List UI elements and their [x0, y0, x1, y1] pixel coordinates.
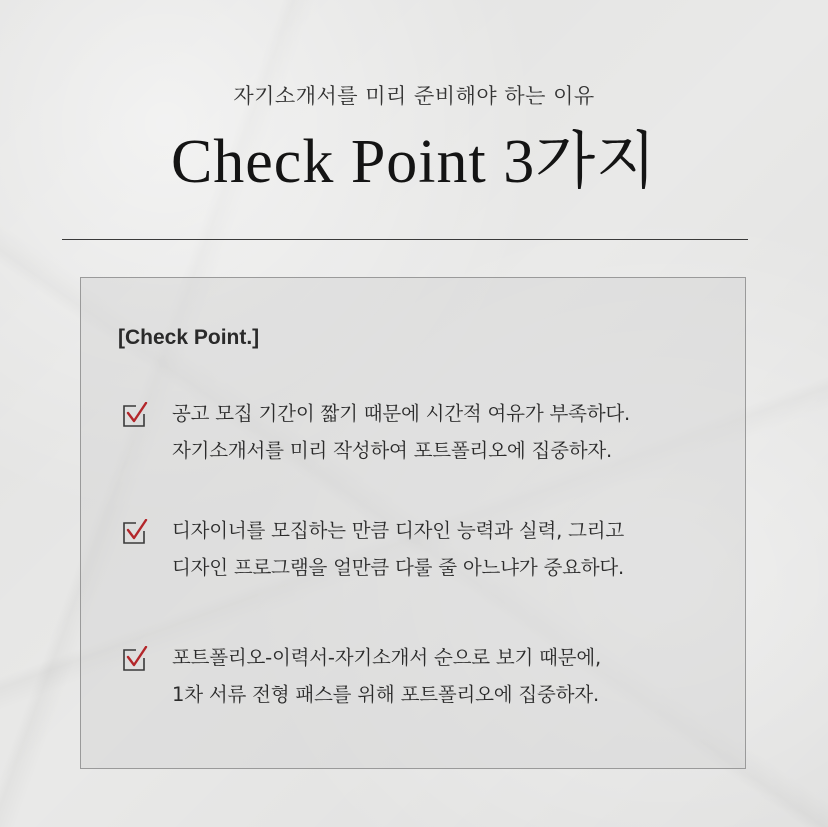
- page-title: Check Point 3가지: [170, 128, 658, 196]
- checkpoint-text-line-1: 디자이너를 모집하는 만큼 디자인 능력과 실력, 그리고: [172, 519, 625, 542]
- checkbox-check-icon: [122, 402, 148, 428]
- checkpoint-text-line-1: 공고 모집 기간이 짧기 때문에 시간적 여유가 부족하다.: [172, 402, 631, 425]
- checkpoint-text-line-2: 자기소개서를 미리 작성하여 포트폴리오에 집중하자.: [172, 439, 613, 462]
- checkpoint-text-line-2: 디자인 프로그램을 얼만큼 다룰 줄 아느냐가 중요하다.: [172, 556, 625, 579]
- checkpoint-text-line-2: 1차 서류 전형 패스를 위해 포트폴리오에 집중하자.: [172, 683, 599, 706]
- checkbox-check-icon: [122, 519, 148, 545]
- checkpoint-text-line-1: 포트폴리오-이력서-자기소개서 순으로 보기 때문에,: [172, 646, 602, 669]
- checkbox-check-icon: [122, 646, 148, 672]
- panel-heading: [Check Point.]: [118, 326, 260, 349]
- title-divider: [62, 239, 748, 240]
- checkpoint-panel: [80, 277, 746, 769]
- subtitle: 자기소개서를 미리 준비해야 하는 이유: [233, 84, 595, 108]
